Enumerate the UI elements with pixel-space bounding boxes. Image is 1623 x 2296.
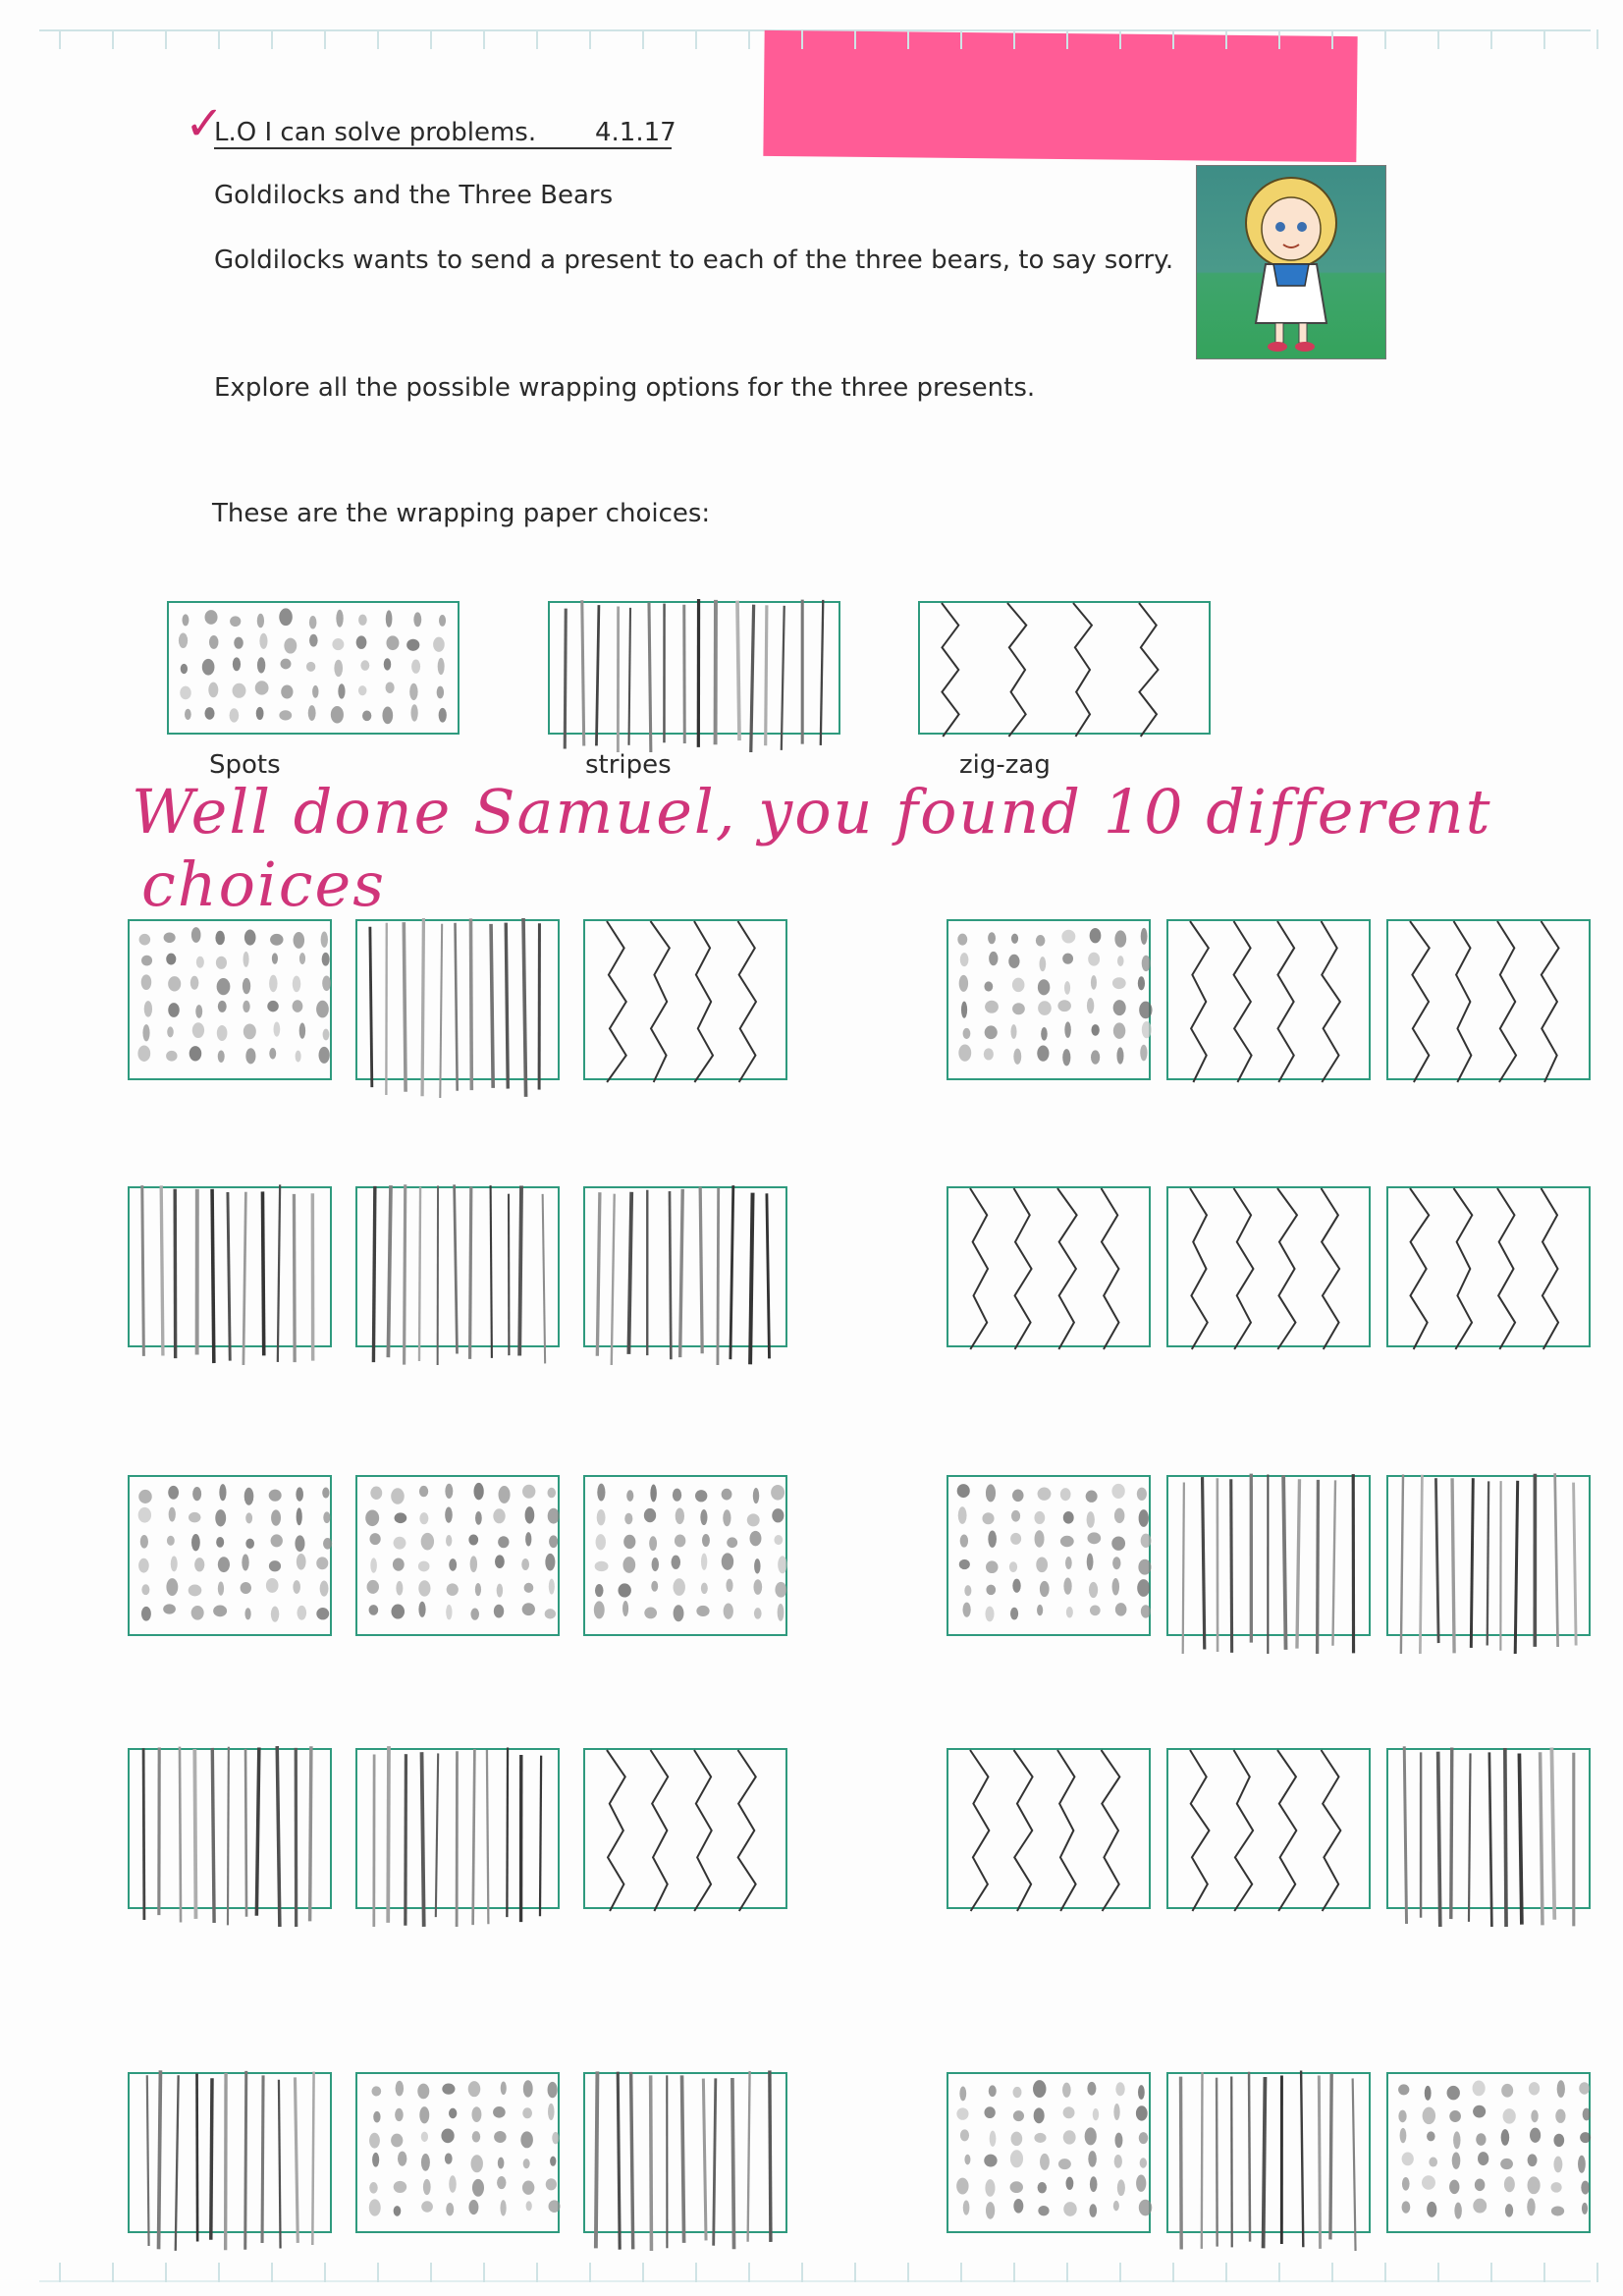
zigzag-pattern-icon xyxy=(945,1742,1157,1927)
stripes-pattern-icon xyxy=(581,1180,793,1365)
stripes-pattern-icon xyxy=(581,2066,793,2251)
ruler-tick xyxy=(748,2263,750,2282)
ruler-tick xyxy=(801,29,803,49)
ruler-tick xyxy=(271,29,273,49)
stripes-pattern-icon xyxy=(1384,1469,1596,1654)
spots-pattern-icon xyxy=(126,1469,338,1654)
zigzag-pattern-icon xyxy=(1164,913,1377,1098)
intro-text: Goldilocks wants to send a present to each of the three bears, to say sorry. xyxy=(214,246,1174,275)
answer-8-box-1 xyxy=(947,1748,1151,1909)
task-text: Explore all the possible wrapping options for the three presents. xyxy=(214,373,1036,403)
ruler-tick xyxy=(1331,2263,1333,2282)
zigzag-pattern-icon xyxy=(581,913,793,1098)
choice-box-stripes xyxy=(548,601,840,735)
answer-1-box-3 xyxy=(583,919,787,1080)
zigzag-pattern-icon xyxy=(1164,1742,1377,1927)
ruler-tick xyxy=(1066,2263,1068,2282)
ruler-tick xyxy=(854,29,856,49)
answer-9-box-3 xyxy=(583,2072,787,2233)
answer-3-box-3 xyxy=(583,1186,787,1347)
ruler-tick xyxy=(642,2263,644,2282)
ruler-tick xyxy=(1596,29,1598,49)
ruler-tick xyxy=(854,2263,856,2282)
zigzag-pattern-icon xyxy=(1384,1180,1596,1365)
ruler-tick xyxy=(1119,2263,1121,2282)
ruler-tick xyxy=(1437,2263,1439,2282)
sticky-note xyxy=(763,30,1357,162)
stripes-pattern-icon xyxy=(126,1180,338,1365)
answer-9-box-2 xyxy=(355,2072,560,2233)
learning-objective xyxy=(214,118,676,149)
spots-pattern-icon xyxy=(945,2066,1157,2251)
ruler-tick xyxy=(1066,29,1068,49)
stripes-pattern-icon xyxy=(1164,1469,1377,1654)
ruler-tick xyxy=(1490,29,1492,49)
lo-date: 4.1.17 xyxy=(595,118,676,147)
ruler-tick xyxy=(324,2263,326,2282)
answer-4-box-1 xyxy=(947,1186,1151,1347)
ruler-tick xyxy=(483,29,485,49)
ruler-tick xyxy=(907,2263,909,2282)
stripes-pattern-icon xyxy=(353,1180,566,1365)
stripes-pattern-icon xyxy=(126,2066,338,2251)
ruler-tick xyxy=(1278,29,1280,49)
ruler-tick xyxy=(1172,2263,1174,2282)
zigzag-pattern-icon xyxy=(945,1180,1157,1365)
answer-10-box-3 xyxy=(1386,2072,1591,2233)
answer-8-box-2 xyxy=(1166,1748,1371,1909)
stripes-pattern-icon xyxy=(126,1742,338,1927)
ruler-tick xyxy=(642,29,644,49)
stripes-pattern-icon xyxy=(353,1742,566,1927)
choice-box-zigzag xyxy=(918,601,1211,735)
answer-10-box-2 xyxy=(1166,2072,1371,2233)
ruler-tick xyxy=(218,29,220,49)
ruler-tick xyxy=(430,2263,432,2282)
ruler-tick xyxy=(59,29,61,49)
answer-7-box-1 xyxy=(128,1748,332,1909)
zigzag-pattern-icon xyxy=(581,1742,793,1927)
stripes-pattern-icon xyxy=(546,595,846,752)
answer-5-box-3 xyxy=(583,1475,787,1636)
lo-text: L.O I can solve problems. xyxy=(214,118,537,147)
ruler-tick xyxy=(430,29,432,49)
answer-6-box-2 xyxy=(1166,1475,1371,1636)
ruler-tick xyxy=(1437,29,1439,49)
answer-2-box-1 xyxy=(947,919,1151,1080)
teacher-feedback-line2: choices xyxy=(141,848,387,920)
ruler-tick xyxy=(960,29,962,49)
ruler-tick xyxy=(1331,29,1333,49)
ruler-tick xyxy=(112,29,114,49)
answer-2-box-3 xyxy=(1386,919,1591,1080)
ruler-tick xyxy=(748,29,750,49)
answer-3-box-2 xyxy=(355,1186,560,1347)
zigzag-pattern-icon xyxy=(1164,1180,1377,1365)
ruler-tick xyxy=(1172,29,1174,49)
ruler-tick xyxy=(1013,2263,1015,2282)
teacher-feedback-line1: Well done Samuel, you found 10 different xyxy=(132,776,1492,847)
ruler-tick xyxy=(801,2263,803,2282)
ruler-tick xyxy=(1225,2263,1227,2282)
spots-pattern-icon xyxy=(581,1469,793,1654)
tick-mark-icon: ✓ xyxy=(185,96,225,151)
answer-6-box-1 xyxy=(947,1475,1151,1636)
ruler-tick xyxy=(1596,2263,1598,2282)
spots-pattern-icon xyxy=(353,1469,566,1654)
answer-10-box-1 xyxy=(947,2072,1151,2233)
ruler-tick xyxy=(377,29,379,49)
ruler-tick xyxy=(165,29,167,49)
ruler-tick xyxy=(536,2263,538,2282)
ruler-tick xyxy=(112,2263,114,2282)
ruler-tick xyxy=(960,2263,962,2282)
answer-5-box-2 xyxy=(355,1475,560,1636)
spots-pattern-icon xyxy=(165,595,465,752)
ruler-tick xyxy=(1384,2263,1386,2282)
answer-8-box-3 xyxy=(1386,1748,1591,1909)
spots-pattern-icon xyxy=(945,1469,1157,1654)
ruler-tick xyxy=(1013,29,1015,49)
stripes-pattern-icon xyxy=(1384,1742,1596,1927)
ruler-tick xyxy=(59,2263,61,2282)
spots-pattern-icon xyxy=(126,913,338,1098)
ruler-tick xyxy=(589,2263,591,2282)
ruler-tick xyxy=(536,29,538,49)
answer-7-box-2 xyxy=(355,1748,560,1909)
spots-pattern-icon xyxy=(353,2066,566,2251)
ruler-tick xyxy=(1119,29,1121,49)
ruler-tick xyxy=(1225,29,1227,49)
ruler-tick xyxy=(695,2263,697,2282)
ruler-tick xyxy=(271,2263,273,2282)
zigzag-pattern-icon xyxy=(916,595,1217,752)
ruler-tick xyxy=(695,29,697,49)
answer-5-box-1 xyxy=(128,1475,332,1636)
goldilocks-picture xyxy=(1196,165,1386,359)
answer-1-box-2 xyxy=(355,919,560,1080)
choice-label-zigzag: zig-zag xyxy=(959,750,1051,780)
ruler-tick xyxy=(324,29,326,49)
ruler-tick xyxy=(165,2263,167,2282)
choices-heading: These are the wrapping paper choices: xyxy=(212,499,711,528)
ruler-tick xyxy=(907,29,909,49)
ruler-tick xyxy=(218,2263,220,2282)
answer-4-box-3 xyxy=(1386,1186,1591,1347)
choice-label-spots: Spots xyxy=(209,750,281,780)
answer-2-box-2 xyxy=(1166,919,1371,1080)
spots-pattern-icon xyxy=(945,913,1157,1098)
answer-4-box-2 xyxy=(1166,1186,1371,1347)
ruler-tick xyxy=(377,2263,379,2282)
ruler-tick xyxy=(1543,2263,1545,2282)
stripes-pattern-icon xyxy=(1164,2066,1377,2251)
answer-7-box-3 xyxy=(583,1748,787,1909)
ruler-tick xyxy=(1278,2263,1280,2282)
spots-pattern-icon xyxy=(1384,2066,1596,2251)
worksheet-title: Goldilocks and the Three Bears xyxy=(214,181,614,210)
choice-box-spots xyxy=(167,601,460,735)
ruler-tick xyxy=(1543,29,1545,49)
ruler-tick xyxy=(1490,2263,1492,2282)
answer-1-box-1 xyxy=(128,919,332,1080)
ruler-tick xyxy=(589,29,591,49)
ruler-tick xyxy=(1384,29,1386,49)
stripes-pattern-icon xyxy=(353,913,566,1098)
answer-9-box-1 xyxy=(128,2072,332,2233)
choice-label-stripes: stripes xyxy=(585,750,672,780)
answer-3-box-1 xyxy=(128,1186,332,1347)
zigzag-pattern-icon xyxy=(1384,913,1596,1098)
answer-6-box-3 xyxy=(1386,1475,1591,1636)
ruler-tick xyxy=(483,2263,485,2282)
